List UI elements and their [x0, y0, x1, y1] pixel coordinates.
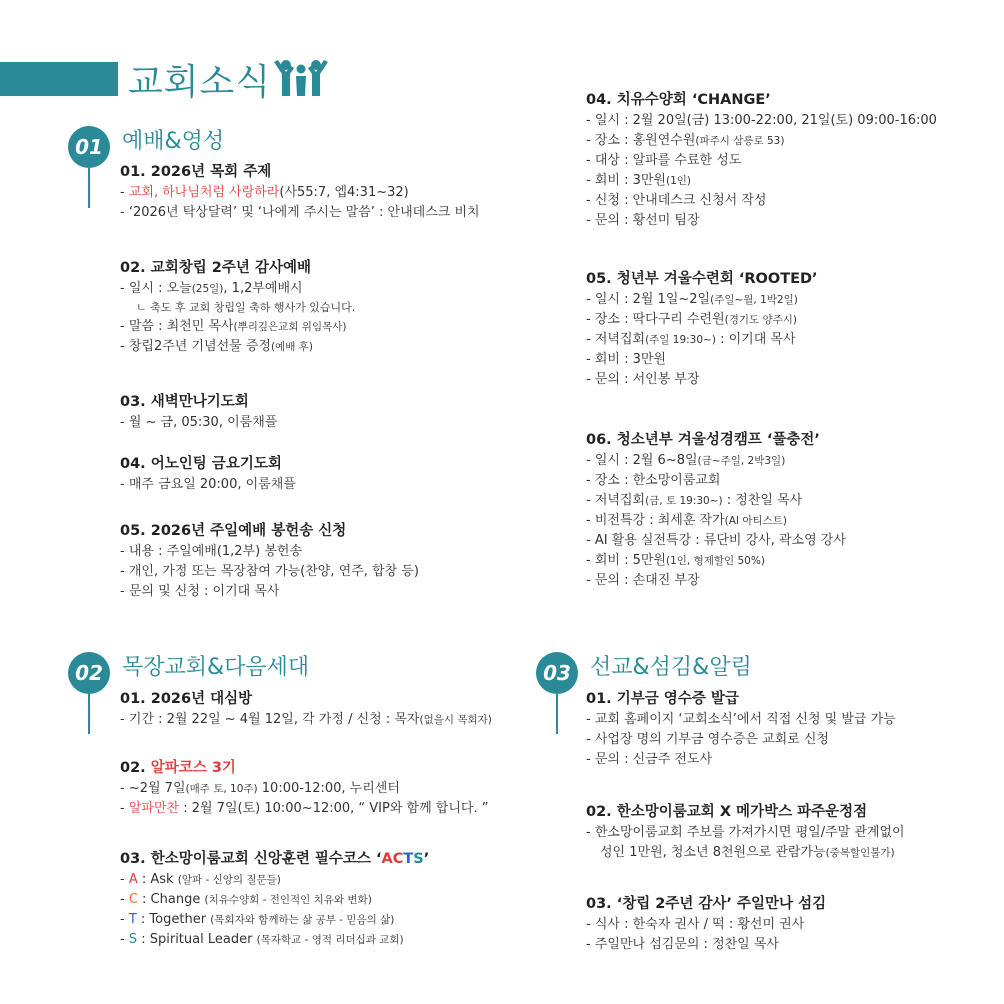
item-dawn-prayer	[120, 391, 277, 433]
item-line: - 신청 : 안내데스크 신청서 작성	[586, 193, 767, 208]
item-line: - 내용 : 주일예배(1,2부) 봉헌송	[120, 544, 302, 559]
item-line: - 일시 : 2월 6~8일(금~주일, 2박3일)	[586, 453, 786, 468]
item-alpha-course	[120, 757, 488, 819]
item-heading: 06. 청소년부 겨울성경캠프 ‘풀충전’	[586, 432, 820, 448]
item-friday-prayer	[120, 453, 296, 495]
section-title-mission: 선교&섬김&알림	[590, 655, 752, 680]
item-line: - 한소망이룸교회 주보를 가져가시면 평일/주말 관계없이	[586, 825, 905, 840]
item-acts-course	[120, 848, 429, 950]
item-heading: 01. 기부금 영수증 발급	[586, 691, 739, 707]
item-line: - 개인, 가정 또는 목장참여 가능(찬양, 연주, 합창 등)	[120, 564, 419, 579]
item-line: - 주일만나 섬김문의 : 정찬일 목사	[586, 937, 779, 952]
item-visitation	[120, 688, 492, 730]
item-line: - 대상 : 알파를 수료한 성도	[586, 153, 742, 168]
section-badge-02: 02	[68, 652, 110, 694]
item-line: - 장소 : 딱다구리 수련원(경기도 양주시)	[586, 312, 798, 327]
section-line	[556, 694, 558, 734]
item-healing-retreat	[586, 89, 937, 231]
item-line: - 회비 : 5만원(1인, 형제할인 50%)	[586, 553, 765, 568]
item-line: - 식사 : 한숙자 권사 / 떡 : 황선미 권사	[586, 917, 805, 932]
acts-line-t: - T : Together (목회자와 함께하는 삶 공부 - 믿음의 삶)	[120, 912, 395, 927]
item-heading: 04. 치유수양회 ‘CHANGE’	[586, 92, 771, 108]
item-line: - 기간 : 2월 22일 ~ 4월 12일, 각 가정 / 신청 : 목자(없을시 목회자)	[120, 712, 492, 727]
item-heading: 01. 2026년 대심방	[120, 691, 253, 707]
item-megabox	[586, 801, 905, 863]
item-line: - ~2월 7일(매주 토, 10주) 10:00-12:00, 누리센터	[120, 781, 400, 796]
item-heading: 03. ‘창립 2주년 감사’ 주일만나 섬김	[586, 896, 827, 912]
item-heading: 02. 한소망이룸교회 X 메가박스 파주운정점	[586, 804, 868, 820]
item-heading: 02. 알파코스 3기	[120, 760, 236, 776]
section-title-cell-church: 목장교회&다음세대	[122, 655, 310, 680]
section-badge-03: 03	[536, 652, 578, 694]
item-subline: ㄴ 축도 후 교회 창립일 축하 행사가 있습니다.	[136, 301, 356, 314]
item-line: - 일시 : 2월 1일~2일(주일~월, 1박2일)	[586, 292, 798, 307]
item-line: - 교회, 하나님처럼 사랑하라(사55:7, 엡4:31~32)	[120, 185, 409, 200]
item-heading: 04. 어노인팅 금요기도회	[120, 456, 282, 472]
item-teen-camp	[586, 429, 846, 591]
item-heading: 02. 교회창립 2주년 감사예배	[120, 260, 311, 276]
item-line: - 말씀 : 최천민 목사(뿌리깊은교회 위임목사)	[120, 319, 347, 334]
item-line: - 저녁집회(주일 19:30~) : 이기대 목사	[586, 332, 796, 347]
item-line: - 문의 및 신청 : 이기대 목사	[120, 584, 280, 599]
item-line: - ‘2026년 탁상달력’ 및 ‘나에게 주시는 말씀’ : 안내데스크 비치	[120, 205, 480, 220]
item-line: 성인 1만원, 청소년 8천원으로 관람가능(중복할인불가)	[600, 845, 895, 860]
item-anniversary-meal	[586, 893, 826, 955]
item-line: - 회비 : 3만원	[586, 352, 666, 367]
item-line: - 문의 : 서인봉 부장	[586, 372, 700, 387]
item-ministry-theme	[120, 161, 480, 223]
section-line	[88, 168, 90, 208]
item-line: - AI 활용 실전특강 : 류단비 강사, 곽소영 강사	[586, 533, 846, 548]
title-accent-bar	[0, 62, 118, 96]
item-heading: 03. 한소망이룸교회 신앙훈련 필수코스 ‘ACTS’	[120, 851, 430, 867]
item-line: - 교회 홈페이지 ‘교회소식’에서 직접 신청 및 발급 가능	[586, 712, 896, 727]
item-line: - 창립2주년 기념선물 증정(예배 후)	[120, 339, 313, 354]
item-line: - 비전특강 : 최세훈 작가(AI 아티스트)	[586, 513, 788, 528]
acts-line-a: - A : Ask (알파 - 신앙의 질문들)	[120, 872, 281, 887]
item-heading: 05. 청년부 겨울수련회 ‘ROOTED’	[586, 271, 818, 287]
item-anniversary-service	[120, 257, 355, 357]
item-line: - 알파만찬 : 2월 7일(토) 10:00~12:00, “ VIP와 함께 합니다. ”	[120, 801, 489, 816]
item-line: - 회비 : 3만원(1인)	[586, 173, 692, 188]
item-heading: 05. 2026년 주일예배 봉헌송 신청	[120, 523, 347, 539]
acts-line-s: - S : Spiritual Leader (목자학교 - 영적 리더십과 교회)	[120, 932, 404, 947]
people-cheering-icon	[272, 58, 330, 98]
item-line: - 일시 : 오늘(25일), 1,2부예배시	[120, 281, 303, 296]
item-heading: 03. 새벽만나기도회	[120, 394, 249, 410]
item-line: - 문의 : 신금주 전도사	[586, 752, 713, 767]
item-line: - 일시 : 2월 20일(금) 13:00-22:00, 21일(토) 09:00-16:00	[586, 113, 937, 128]
section-title-worship: 예배&영성	[122, 129, 225, 154]
item-line: - 사업장 명의 기부금 영수증은 교회로 신청	[586, 732, 829, 747]
item-offering-song	[120, 520, 419, 602]
item-youth-retreat	[586, 268, 818, 390]
section-badge-01: 01	[68, 126, 110, 168]
item-line: - 문의 : 손대진 부장	[586, 573, 700, 588]
item-donation-receipt	[586, 688, 896, 770]
item-line: - 저녁집회(금, 토 19:30~) : 정찬일 목사	[586, 493, 803, 508]
item-heading: 01. 2026년 목회 주제	[120, 164, 272, 180]
page-title: 교회소식	[128, 62, 272, 103]
item-line: - 장소 : 한소망이룸교회	[586, 473, 721, 488]
item-line: - 장소 : 홍원연수원(파주시 삼릉로 53)	[586, 133, 785, 148]
item-line: - 문의 : 황선미 팀장	[586, 213, 700, 228]
item-line: - 월 ~ 금, 05:30, 이룸채플	[120, 415, 278, 430]
acts-line-c: - C : Change (치유수양회 - 전인적인 치유와 변화)	[120, 892, 372, 907]
section-line	[88, 694, 90, 734]
item-line: - 매주 금요일 20:00, 이룸채플	[120, 477, 296, 492]
